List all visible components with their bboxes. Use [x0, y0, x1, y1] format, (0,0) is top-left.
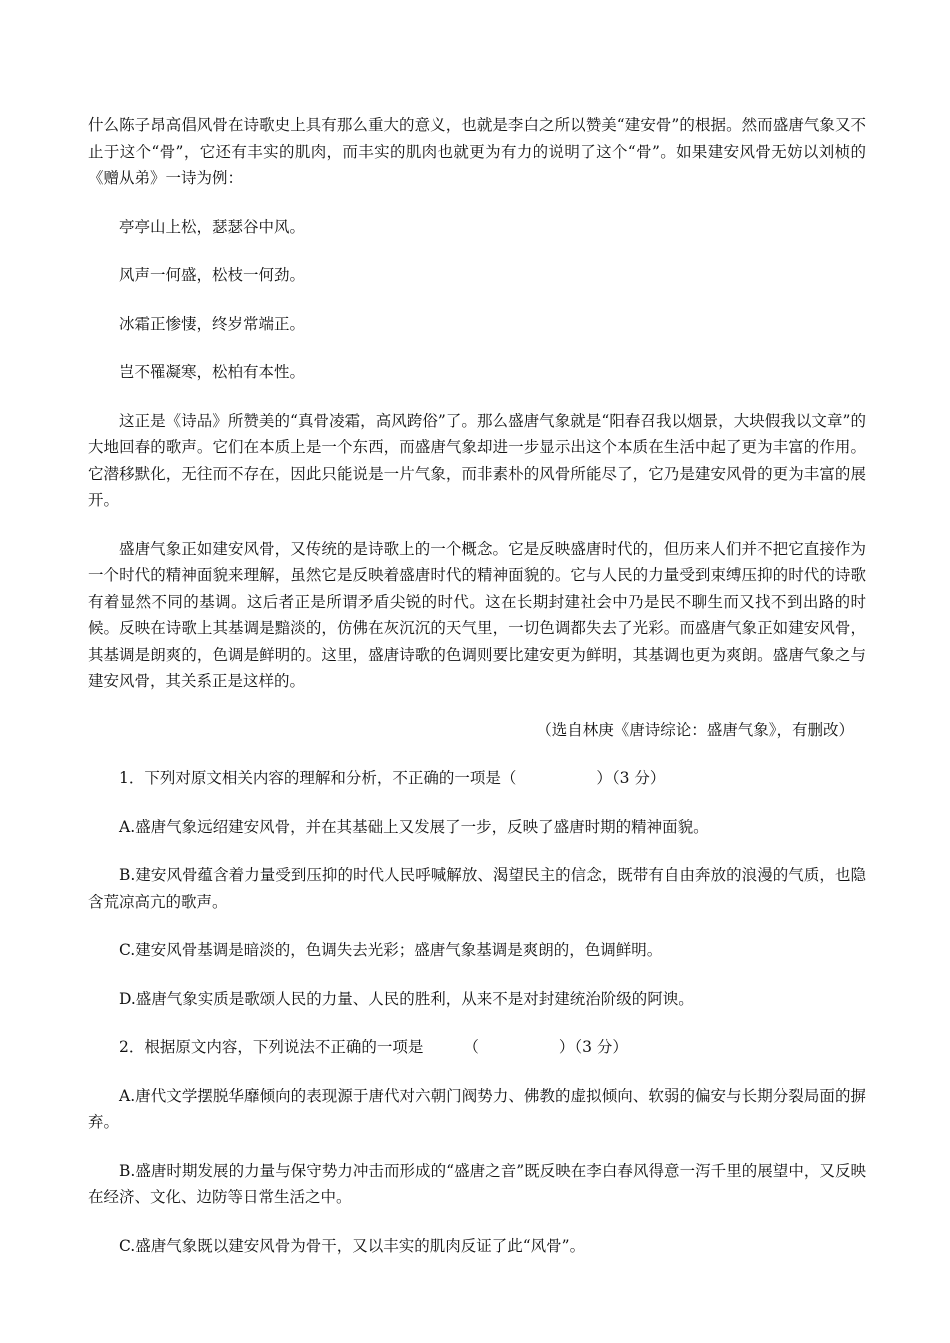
paragraph-3: 盛唐气象正如建安风骨，又传统的是诗歌上的一个概念。它是反映盛唐时代的，但历来人们并不把它直接作为一个时代的精神面貌来理解，虽然它是反映着盛唐时代的精神面貌的。它与人民的力量受到束缚压抑的时代的诗歌有着显然不同的基调。这后者正是所谓矛盾尖锐的时代。这在长期封建社会中乃是民不聊生而又找不到出路的时候。反映在诗歌上其基调是黯淡的，仿佛在灰沉沉的天气里，一切色调都失去了光彩。而盛唐气象正如建安风骨，其基调是朗爽的，色调是鲜明的。这里，盛唐诗歌的色调则要比建安更为鲜明，其基调也更为爽朗。盛唐气象之与建安风骨，其关系正是这样的。: [88, 539, 866, 690]
source-citation: （选自林庚《唐诗综论：盛唐气象》，有删改）: [536, 720, 854, 739]
question-1-option-a: A.盛唐气象远绍建安风骨，并在其基础上又发展了一步，反映了盛唐时期的精神面貌。: [119, 817, 709, 836]
question-1-score: ）（3 分）: [596, 769, 666, 787]
question-2-open: （: [463, 1038, 479, 1056]
question-2-option-b: B.盛唐时期发展的力量与保守势力冲击而形成的“盛唐之音”既反映在李白春风得意一泻千里的展望中，又反映在经济、文化、边防等日常生活之中。: [88, 1161, 866, 1206]
document-page: [88, 112, 866, 1259]
question-1-option-d: D.盛唐气象实质是歌颂人民的力量、人民的胜利，从来不是对封建统治阶级的阿谀。: [119, 989, 694, 1008]
question-2-text: 2．根据原文内容，下列说法不正确的一项是: [119, 1038, 424, 1056]
intro-paragraph: 什么陈子昂高倡风骨在诗歌史上具有那么重大的意义，也就是李白之所以赞美“建安骨”的根据。然而盛唐气象又不止于这个“骨”，它还有丰实的肌肉，而丰实的肌肉也就更为有力的说明了这个“骨”。如果建安风骨无妨以刘桢的《赠从弟》一诗为例：: [88, 116, 866, 187]
question-2-score: ）（3 分）: [558, 1038, 628, 1056]
question-1-option-b: B.建安风骨蕴含着力量受到压抑的时代人民呼喊解放、渴望民主的信念，既带有自由奔放的浪漫的气质，也隐含荒凉高亢的歌声。: [88, 866, 866, 911]
question-2-option-a: A.唐代文学摆脱华靡倾向的表现源于唐代对六朝门阀势力、佛教的虚拟倾向、软弱的偏安与长期分裂局面的摒弃。: [88, 1086, 866, 1131]
paragraph-2: 这正是《诗品》所赞美的“真骨凌霜，高风跨俗”了。那么盛唐气象就是“阳春召我以烟景，大块假我以文章”的大地回春的歌声。它们在本质上是一个东西，而盛唐气象却进一步显示出这个本质在生活中起了更为丰富的作用。它潜移默化，无往而不存在，因此只能说是一片气象，而非素朴的风骨所能尽了，它乃是建安风骨的更为丰富的展开。: [88, 411, 866, 509]
poem-line-4: 岂不罹凝寒，松柏有本性。: [119, 363, 306, 381]
poem-line-3: 冰霜正惨悽，终岁常端正。: [119, 314, 306, 333]
question-1-stem: [88, 765, 866, 792]
poem-line-2: 风声一何盛，松枝一何劲。: [119, 266, 306, 284]
question-2-option-c: C.盛唐气象既以建安风骨为骨干，又以丰实的肌肉反证了此“风骨”。: [119, 1236, 586, 1255]
question-1-text: 1．下列对原文相关内容的理解和分析，不正确的一项是（: [119, 769, 517, 787]
question-1-option-c: C.建安风骨基调是暗淡的，色调失去光彩；盛唐气象基调是爽朗的，色调鲜明。: [119, 941, 663, 959]
question-2-stem: [88, 1034, 866, 1061]
poem-line-1: 亭亭山上松，瑟瑟谷中风。: [119, 217, 306, 236]
